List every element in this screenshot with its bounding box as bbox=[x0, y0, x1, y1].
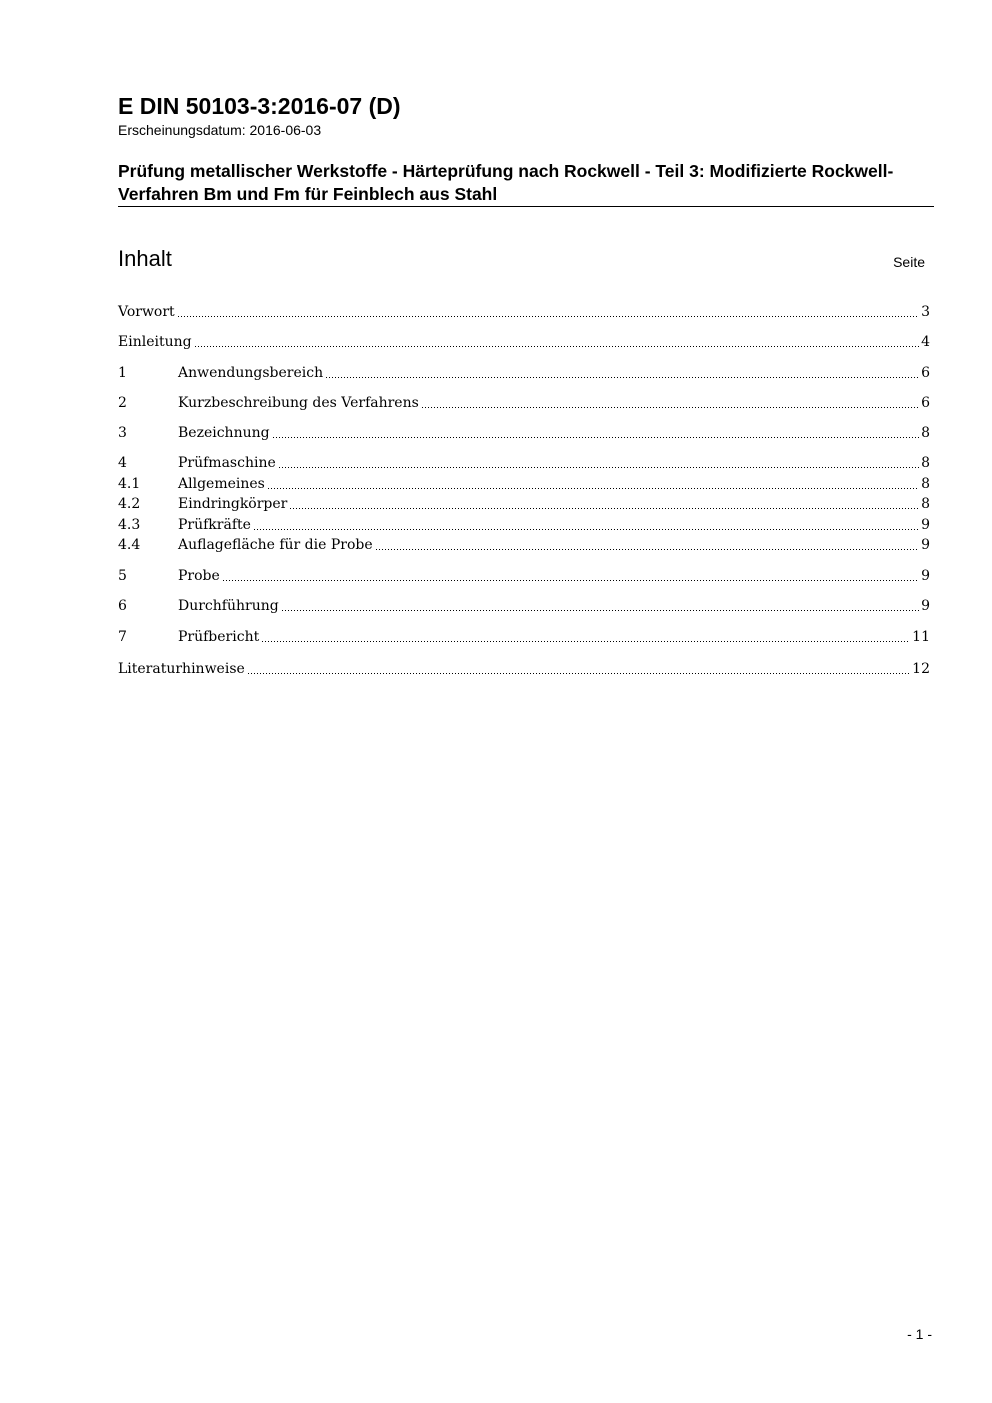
toc-dot-leader bbox=[247, 673, 910, 674]
toc-entry-page: 6 bbox=[921, 365, 930, 381]
toc-entry-title: Bezeichnung bbox=[178, 425, 270, 441]
toc-entry-3[interactable] bbox=[118, 424, 930, 443]
toc-entry-title: Vorwort bbox=[118, 304, 175, 320]
toc-entry-4-2[interactable] bbox=[118, 495, 930, 514]
toc-entry-page: 8 bbox=[921, 476, 930, 492]
toc-dot-leader bbox=[194, 346, 920, 347]
toc-entry-page: 11 bbox=[912, 629, 930, 645]
toc-entry-title: Allgemeines bbox=[178, 476, 265, 492]
toc-entry-title: Prüfmaschine bbox=[178, 455, 276, 471]
toc-entry-number: 1 bbox=[118, 365, 127, 381]
toc-entry-2[interactable] bbox=[118, 394, 930, 413]
toc-entry-4-3[interactable] bbox=[118, 516, 930, 535]
toc-dot-leader bbox=[253, 529, 919, 530]
toc-entry-title: Literaturhinweise bbox=[118, 661, 245, 677]
toc-entry-title: Einleitung bbox=[118, 334, 192, 350]
toc-entry-number: 4 bbox=[118, 455, 127, 471]
document-id: E DIN 50103-3:2016-07 (D) bbox=[118, 93, 401, 119]
document-title: Prüfung metallischer Werkstoffe - Härteprüfung nach Rockwell - Teil 3: Modifizierte Rockwell-Verfahren Bm und Fm für Feinblech aus Stahl bbox=[118, 161, 894, 204]
toc-entry-title: Anwendungsbereich bbox=[178, 365, 324, 381]
toc-dot-leader bbox=[375, 549, 919, 550]
toc-entry-4-1[interactable] bbox=[118, 475, 930, 494]
toc-entry-number: 5 bbox=[118, 568, 127, 584]
toc-entry-6[interactable] bbox=[118, 597, 930, 616]
toc-entry-page: 6 bbox=[921, 395, 930, 411]
toc-entry-page: 8 bbox=[921, 455, 930, 471]
toc-entry-number: 4.1 bbox=[118, 476, 141, 492]
toc-entry-page: 9 bbox=[921, 537, 930, 553]
toc-entry-page: 8 bbox=[921, 425, 930, 441]
toc-entry-title: Durchführung bbox=[178, 598, 279, 614]
toc-dot-leader bbox=[325, 377, 919, 378]
toc-entry-title: Probe bbox=[178, 568, 220, 584]
toc-entry-page: 9 bbox=[921, 598, 930, 614]
publication-date: Erscheinungsdatum: 2016-06-03 bbox=[118, 122, 322, 138]
toc-entry-vorwort[interactable] bbox=[118, 303, 930, 322]
toc-dot-leader bbox=[261, 641, 910, 642]
toc-entry-number: 4.4 bbox=[118, 537, 141, 553]
toc-dot-leader bbox=[222, 580, 919, 581]
toc-dot-leader bbox=[272, 437, 919, 438]
toc-entry-title: Prüfbericht bbox=[178, 629, 260, 645]
toc-entry-page: 3 bbox=[921, 304, 930, 320]
toc-dot-leader bbox=[267, 488, 919, 489]
toc-entry-page: 12 bbox=[912, 661, 930, 677]
toc-entry-page: 8 bbox=[921, 496, 930, 512]
toc-dot-leader bbox=[421, 407, 919, 408]
toc-entry-1[interactable] bbox=[118, 364, 930, 383]
toc-entry-number: 3 bbox=[118, 425, 127, 441]
toc-entry-5[interactable] bbox=[118, 567, 930, 586]
toc-entry-number: 2 bbox=[118, 395, 127, 411]
toc-heading: Inhalt bbox=[118, 246, 172, 271]
toc-entry-page: 9 bbox=[921, 517, 930, 533]
table-of-contents bbox=[118, 0, 930, 1403]
toc-dot-leader bbox=[289, 508, 919, 509]
toc-entry-title: Prüfkräfte bbox=[178, 517, 251, 533]
toc-entry-title: Auflagefläche für die Probe bbox=[178, 537, 373, 553]
toc-entry-page: 9 bbox=[921, 568, 930, 584]
toc-entry-number: 7 bbox=[118, 629, 127, 645]
toc-entry-title: Kurzbeschreibung des Verfahrens bbox=[178, 395, 419, 411]
toc-dot-leader bbox=[278, 467, 919, 468]
toc-entry-4[interactable] bbox=[118, 454, 930, 473]
toc-entry-7[interactable] bbox=[118, 628, 930, 647]
toc-entry-number: 4.3 bbox=[118, 517, 141, 533]
toc-dot-leader bbox=[281, 610, 919, 611]
toc-entry-4-4[interactable] bbox=[118, 536, 930, 555]
toc-entry-literaturhinweise[interactable] bbox=[118, 660, 930, 679]
toc-entry-page: 4 bbox=[921, 334, 930, 350]
toc-dot-leader bbox=[177, 316, 919, 317]
page-number: - 1 - bbox=[907, 1326, 932, 1342]
toc-entry-einleitung[interactable] bbox=[118, 333, 930, 352]
toc-entry-number: 4.2 bbox=[118, 496, 141, 512]
toc-entry-title: Eindringkörper bbox=[178, 496, 288, 512]
toc-page-column-label: Seite bbox=[893, 254, 925, 270]
toc-entry-number: 6 bbox=[118, 598, 127, 614]
